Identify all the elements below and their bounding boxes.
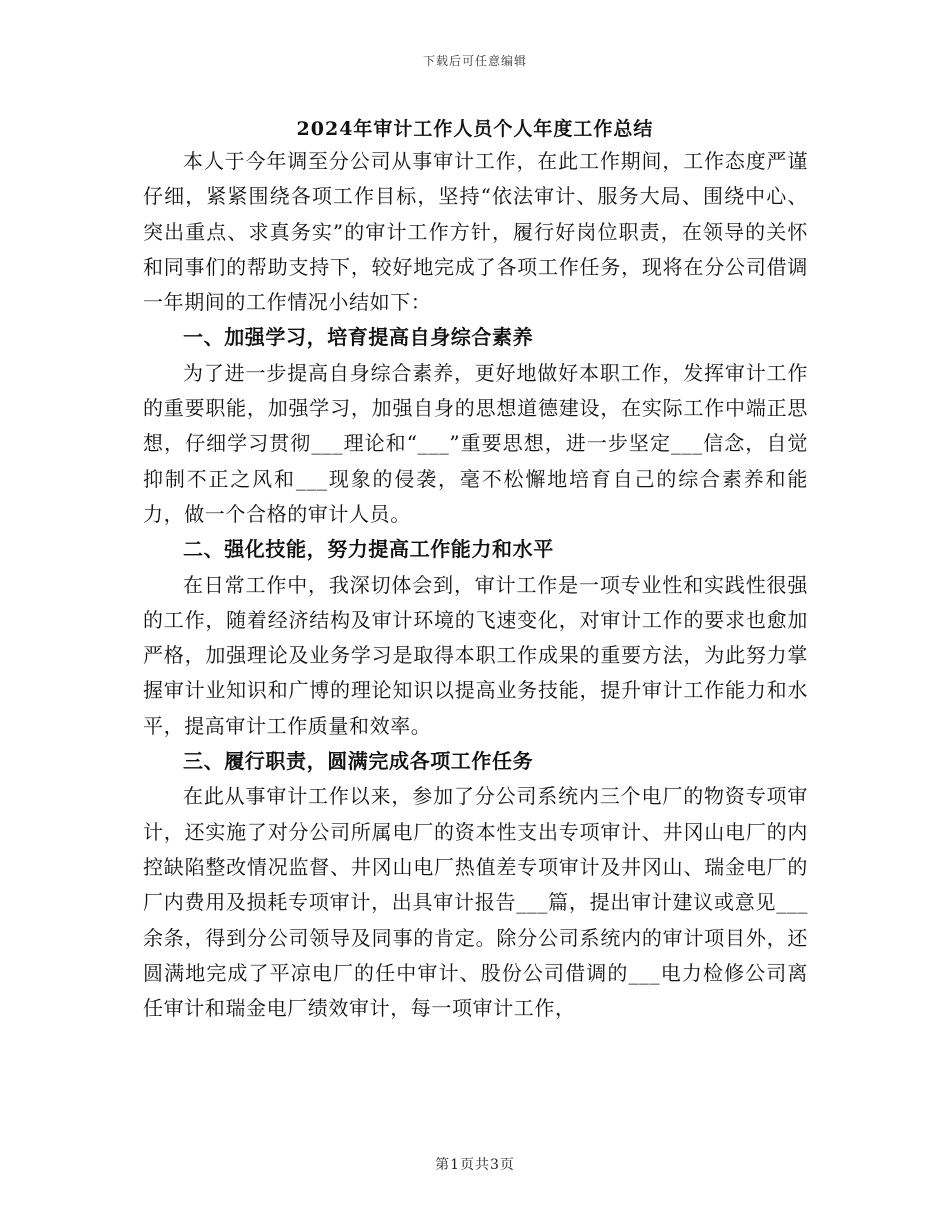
page-number: 第1页共3页 (435, 1157, 515, 1173)
page-header-note: 下载后可任意编辑 (422, 54, 527, 68)
intro-paragraph: 本人于今年调至分公司从事审计工作，在此工作期间，工作态度严谨仔细，紧紧围绕各项工作目标，坚持“依法审计、服务大局、围绕中心、突出重点、求真务实”的审计工作方针，履行好岗位职责，在领导的关怀和同事们的帮助支持下，较好地完成了各项工作任务，现将在分公司借调一年期间的工作情况小结如下： (143, 149, 808, 315)
document-body (143, 144, 808, 1026)
section-paragraph-2: 在日常工作中，我深切体会到，审计工作是一项专业性和实践性很强的工作，随着经济结构及审计环境的飞速变化，对审计工作的要求也愈加严格，加强理论及业务学习是取得本职工作成果的重要方法，为此努力掌握审计业知识和广博的理论知识以提高业务技能，提升审计工作能力和水平，提高审计工作质量和效率。 (143, 572, 808, 738)
section-heading-3: 三、履行职责，圆满完成各项工作任务 (183, 749, 534, 774)
section-heading-2: 二、强化技能，努力提高工作能力和水平 (183, 537, 554, 562)
section-paragraph-3: 在此从事审计工作以来，参加了分公司系统内三个电厂的物资专项审计，还实施了对分公司所属电厂的资本性支出专项审计、井冈山电厂的内控缺陷整改情况监督、井冈山电厂热值差专项审计及井冈山、瑞金电厂的厂内费用及损耗专项审计，出具审计报告___篇，提出审计建议或意见___余条，得到分公司领导及同事的肯定。除分公司系统内的审计项目外，还圆满地完成了平凉电厂的任中审计、股份公司借调的___电力检修公司离任审计和瑞金电厂绩效审计，每一项审计工作， (143, 784, 808, 1021)
document-title: 2024年审计工作人员个人年度工作总结 (296, 118, 654, 140)
section-heading-1: 一、加强学习，培育提高自身综合素养 (183, 325, 534, 350)
section-paragraph-1: 为了进一步提高自身综合素养，更好地做好本职工作，发挥审计工作的重要职能，加强学习，加强自身的思想道德建设，在实际工作中端正思想，仔细学习贯彻___理论和“___”重要思想，进一步坚定___信念，自觉抑制不正之风和___现象的侵袭，毫不松懈地培育自己的综合素养和能力，做一个合格的审计人员。 (143, 360, 808, 526)
